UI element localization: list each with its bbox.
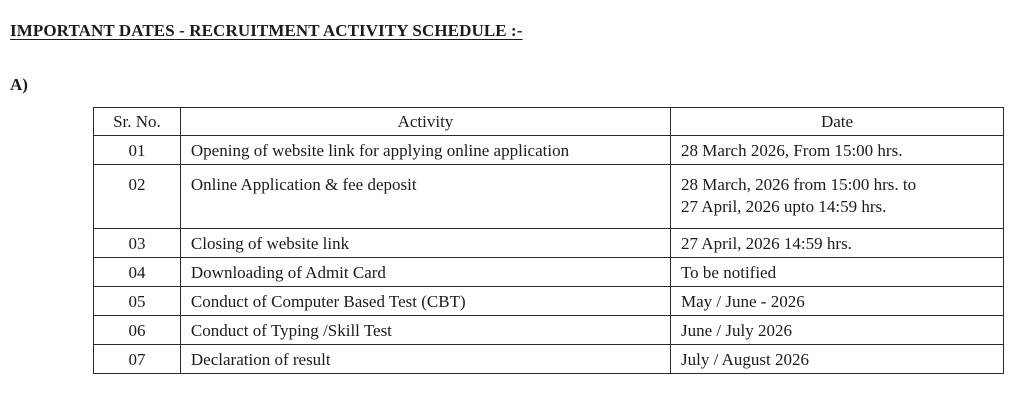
sr-no-cell: 03 [94,229,181,258]
sr-no-cell: 01 [94,136,181,165]
date-line: To be notified [680,263,777,282]
activity-cell: Conduct of Typing /Skill Test [180,316,670,345]
activity-cell: Conduct of Computer Based Test (CBT) [180,287,670,316]
activity-cell: Opening of website link for applying online application [180,136,670,165]
date-line: 27 April, 2026 upto 14:59 hrs. [680,197,887,216]
table-row [94,258,1004,287]
date-cell [670,165,1003,229]
date-cell [670,258,1003,287]
activity-cell: Downloading of Admit Card [180,258,670,287]
table-row [94,316,1004,345]
header-sr-no: Sr. No. [94,108,181,136]
header-activity: Activity [180,108,670,136]
date-cell [670,316,1003,345]
sr-no-cell: 04 [94,258,181,287]
date-cell [670,287,1003,316]
sr-no-cell: 02 [94,165,181,229]
date-line: 28 March 2026, From 15:00 hrs. [680,141,903,160]
table-header-row [94,108,1004,136]
date-line: June / July 2026 [680,321,792,340]
date-line: May / June - 2026 [680,292,805,311]
date-cell [670,229,1003,258]
table-row [94,229,1004,258]
table-row [94,287,1004,316]
table-row [94,165,1004,229]
date-line: July / August 2026 [680,350,809,369]
activity-cell: Closing of website link [180,229,670,258]
date-cell [670,136,1003,165]
sr-no-cell: 06 [94,316,181,345]
header-date: Date [670,108,1003,136]
date-cell [670,345,1003,374]
page-heading: IMPORTANT DATES - RECRUITMENT ACTIVITY SCHEDULE :- [10,21,523,40]
date-line: 28 March, 2026 from 15:00 hrs. to [680,175,917,194]
table-row [94,136,1004,165]
table-row [94,345,1004,374]
activity-cell: Online Application & fee deposit [180,165,670,229]
sr-no-cell: 05 [94,287,181,316]
activity-cell: Declaration of result [180,345,670,374]
date-line: 27 April, 2026 14:59 hrs. [680,234,852,253]
section-label: A) [10,75,28,94]
schedule-table [93,107,1004,374]
sr-no-cell: 07 [94,345,181,374]
